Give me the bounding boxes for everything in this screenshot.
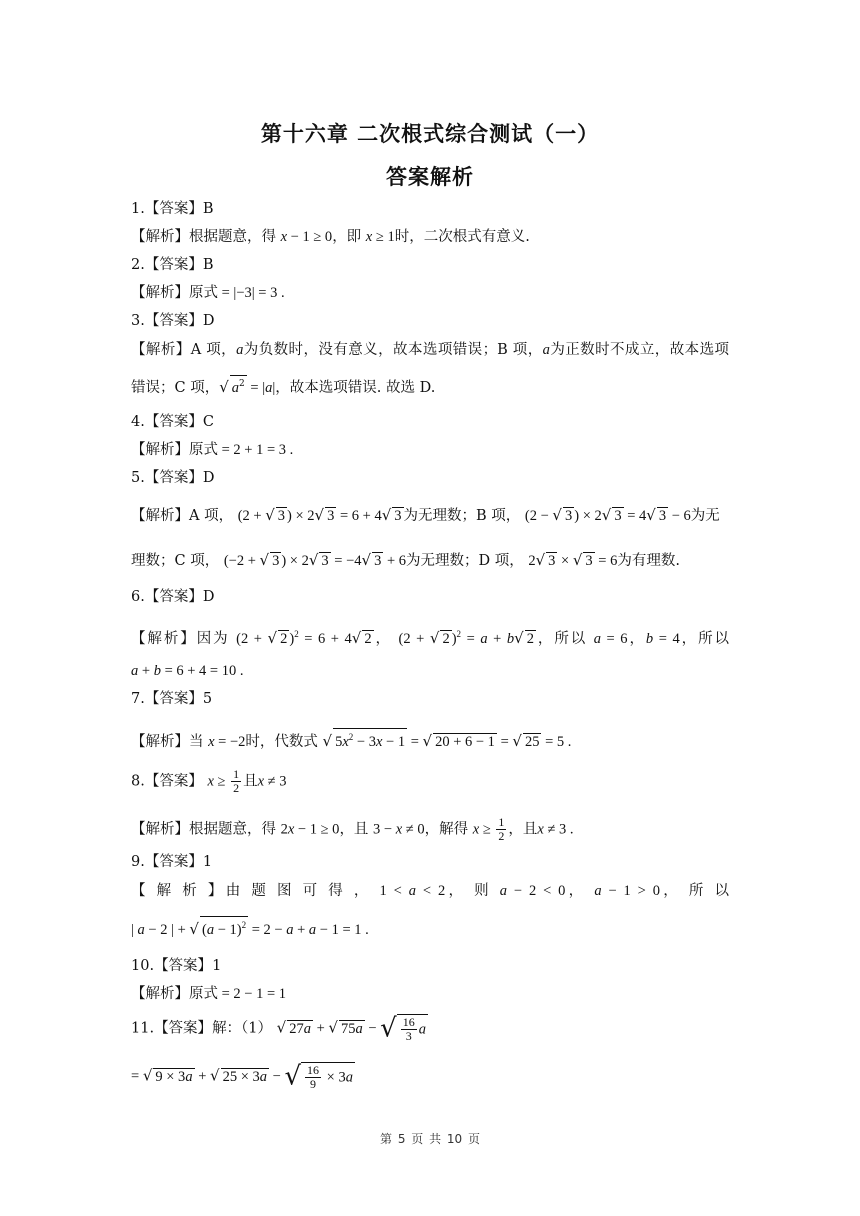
q9-analysis-line1: 【 解 析 】由 题 图 可 得 ， 1 < a < 2， 则 a − 2 < 0， a − 1 > 0， 所 以 [131, 883, 730, 899]
q10-analysis: 【解析】原式 = 2 − 1 = 1 [131, 986, 287, 1002]
q11-answer: 11.【答案】解：（1） √ 27a + √ 75a − √ $\frac{16}{3}$ a [131, 1013, 426, 1044]
page-footer: 第 5 页 共 10 页 [380, 1132, 480, 1146]
q6-analysis-line1: 【解析】因为 (2 + √ 2 )$^2$ = 6 + 4√ 2 ， (2 + √ 2 )$^2$ = a + b√ 2 ，所以 a = 6，b = 4，所以 [131, 628, 730, 647]
q5-analysis-line1: 【解析】A 项， (2 + √ 3 ) × 2√ 3 = 6 + 4√ 3 为无理数；B 项， (2 − √ 3 ) × 2√ 3 = 4√ 3 − 6为无 [131, 506, 720, 524]
q8-analysis: 【解析】根据题意，得 2x − 1 ≥ 0，且 3 − x ≠ 0，解得 x ≥ $\frac{1}{2}$ ，且x ≠ 3 . [131, 815, 574, 843]
q2-answer: 2.【答案】B [131, 257, 214, 273]
q8-answer: 8.【答案】 x ≥ $\frac{1}{2}$ 且x ≠ 3 [131, 767, 287, 795]
q9-analysis-line2: | a − 2 | + √ $(a - 1)^2 = 2 - a + a - 1 = 1$ . [131, 916, 729, 940]
page-title: 第十六章 二次根式综合测试（一） [260, 122, 600, 146]
q4-analysis: 【解析】原式 = 2 + 1 = 3 . [131, 442, 294, 458]
q7-answer: 7.【答案】5 [131, 691, 213, 707]
q3-analysis-line1: 【解析】A 项，a为负数时，没有意义，故本选项错误；B 项，a为正数时不成立，故本选项 [131, 342, 730, 358]
page-subtitle: 答案解析 [386, 165, 474, 189]
q11-step: = √ 9 × 3a + √ 25 × 3a − √ $\frac{16}{9}$ × 3a [131, 1061, 353, 1092]
q4-answer: 4.【答案】C [131, 414, 214, 430]
q6-analysis-line2: a + b = 6 + 4 = 10 . [131, 663, 244, 679]
q10-answer: 10.【答案】1 [131, 958, 222, 974]
q6-answer: 6.【答案】D [131, 589, 215, 605]
q3-answer: 3.【答案】D [131, 313, 215, 329]
q5-answer: 5.【答案】D [131, 470, 215, 486]
q1-analysis: 【解析】根据题意，得 x − 1 ≥ 0，即 x ≥ 1时，二次根式有意义. [131, 229, 530, 245]
q1-answer: 1.【答案】B [131, 201, 214, 217]
q9-answer: 9.【答案】1 [131, 854, 213, 870]
q7-analysis: 【解析】当 x = −2时，代数式 √ $5x^2 - 3x - 1$ = √ 20 + 6 − 1 = √ 25 = 5 . [131, 728, 729, 752]
q2-analysis: 【解析】原式 = |−3| = 3 . [131, 285, 285, 301]
q5-analysis-line2: 理数；C 项， (−2 + √ 3 ) × 2√ 3 = −4√ 3 + 6为无理数；D 项， 2√ 3 × √ 3 = 6为有理数. [131, 551, 680, 569]
q3-analysis-line2: 错误；C 项，√ $a^2 = |a|$，故本选项错误. 故选 D. [131, 375, 729, 398]
